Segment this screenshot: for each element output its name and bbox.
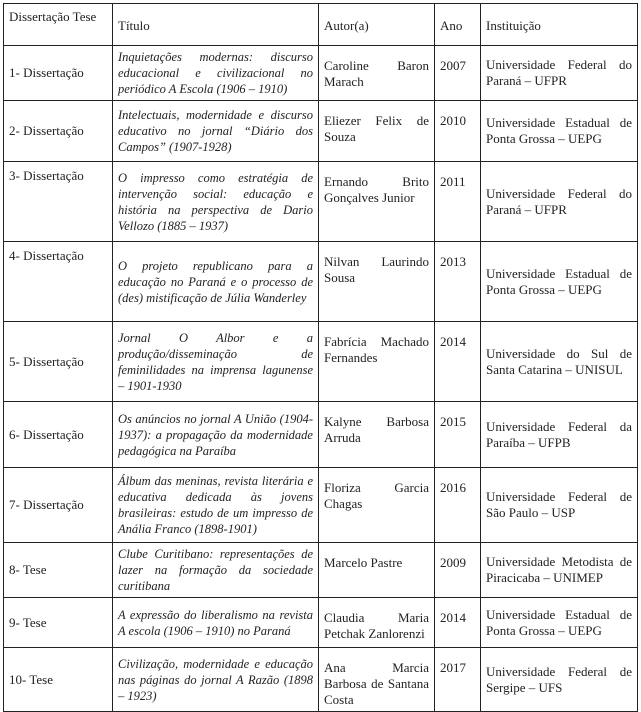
title-cell: Clube Curitibano: representações de lazer na formação da sociedade curitibana — [113, 543, 319, 598]
year-cell: 2017 — [435, 648, 481, 712]
header-title: Título — [113, 4, 319, 46]
institution-cell: Universidade Federal de São Paulo – USP — [481, 468, 638, 543]
table-row — [4, 598, 638, 648]
author-cell: Fabrícia Machado Fernandes — [319, 322, 435, 402]
title-cell: O projeto republicano para a educação no Paraná e o processo de (des) mistificação de Júlia Wanderley — [113, 242, 319, 322]
type-cell: 9- Tese — [4, 598, 113, 648]
institution-cell: Universidade Estadual de Ponta Grossa – UEPG — [481, 242, 638, 322]
table-row — [4, 543, 638, 598]
title-cell: Álbum das meninas, revista literária e educativa dedicada às jovens brasileiras: estudo de um impresso de Anália Franco (1898-1901) — [113, 468, 319, 543]
author-cell: Ana Marcia Barbosa de Santana Costa — [319, 648, 435, 712]
institution-cell: Universidade Metodista de Piracicaba – UNIMEP — [481, 543, 638, 598]
year-cell: 2007 — [435, 46, 481, 101]
type-cell: 10- Tese — [4, 648, 113, 712]
table-row — [4, 322, 638, 402]
title-cell: Jornal O Albor e a produção/disseminação de feminilidades na imprensa lagunense – 1901-1930 — [113, 322, 319, 402]
table-row — [4, 162, 638, 242]
type-cell: 4- Dissertação — [4, 242, 113, 322]
year-cell: 2014 — [435, 598, 481, 648]
table-row — [4, 402, 638, 468]
year-cell: 2009 — [435, 543, 481, 598]
title-cell: Intelectuais, modernidade e discurso educativo no jornal “Diário dos Campos” (1907-1928) — [113, 101, 319, 162]
title-cell: O impresso como estratégia de intervenção social: educação e história na perspectiva de Dario Vellozo (1885 – 1937) — [113, 162, 319, 242]
header-author: Autor(a) — [319, 4, 435, 46]
title-cell: Os anúncios no jornal A União (1904-1937): a propagação da modernidade pedagógica na Paraíba — [113, 402, 319, 468]
type-cell: 1- Dissertação — [4, 46, 113, 101]
institution-cell: Universidade Estadual de Ponta Grossa – UEPG — [481, 598, 638, 648]
table-row — [4, 648, 638, 712]
header-year: Ano — [435, 4, 481, 46]
table-row — [4, 242, 638, 322]
table-row — [4, 468, 638, 543]
author-cell: Claudia Maria Petchak Zanlorenzi — [319, 598, 435, 648]
thesis-table — [3, 3, 638, 712]
author-cell: Ernando Brito Gonçalves Junior — [319, 162, 435, 242]
institution-cell: Universidade Federal da Paraíba – UFPB — [481, 402, 638, 468]
institution-cell: Universidade do Sul de Santa Catarina – UNISUL — [481, 322, 638, 402]
table-row — [4, 46, 638, 101]
year-cell: 2013 — [435, 242, 481, 322]
author-cell: Eliezer Felix de Souza — [319, 101, 435, 162]
institution-cell: Universidade Federal de Sergipe – UFS — [481, 648, 638, 712]
year-cell: 2011 — [435, 162, 481, 242]
header-institution: Instituição — [481, 4, 638, 46]
year-cell: 2015 — [435, 402, 481, 468]
institution-cell: Universidade Estadual de Ponta Grossa – UEPG — [481, 101, 638, 162]
author-cell: Nilvan Laurindo Sousa — [319, 242, 435, 322]
year-cell: 2010 — [435, 101, 481, 162]
institution-cell: Universidade Federal do Paraná – UFPR — [481, 46, 638, 101]
author-cell: Floriza Garcia Chagas — [319, 468, 435, 543]
author-cell: Kalyne Barbosa Arruda — [319, 402, 435, 468]
type-cell: 3- Dissertação — [4, 162, 113, 242]
type-cell: 6- Dissertação — [4, 402, 113, 468]
table-row — [4, 101, 638, 162]
header-row — [4, 4, 638, 46]
author-cell: Caroline Baron Marach — [319, 46, 435, 101]
year-cell: 2014 — [435, 322, 481, 402]
type-cell: 2- Dissertação — [4, 101, 113, 162]
title-cell: Civilização, modernidade e educação nas páginas do jornal A Razão (1898 – 1923) — [113, 648, 319, 712]
title-cell: Inquietações modernas: discurso educacional e civilizacional no periódico A Escola (1906 – 1910) — [113, 46, 319, 101]
institution-cell: Universidade Federal do Paraná – UFPR — [481, 162, 638, 242]
author-cell: Marcelo Pastre — [319, 543, 435, 598]
type-cell: 7- Dissertação — [4, 468, 113, 543]
title-cell: A expressão do liberalismo na revista A escola (1906 – 1910) no Paraná — [113, 598, 319, 648]
header-type: Dissertação Tese — [4, 4, 113, 46]
type-cell: 8- Tese — [4, 543, 113, 598]
type-cell: 5- Dissertação — [4, 322, 113, 402]
year-cell: 2016 — [435, 468, 481, 543]
